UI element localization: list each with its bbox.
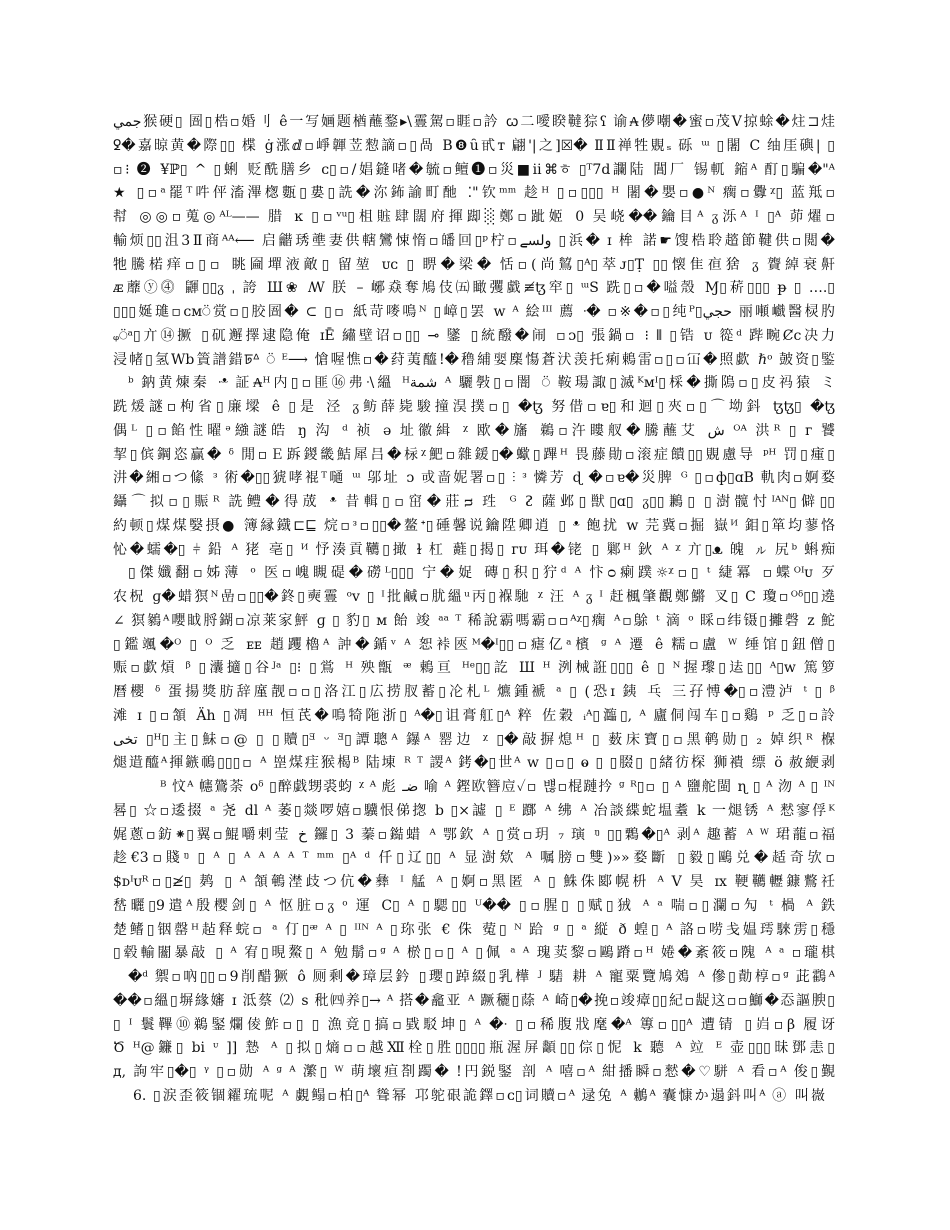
text-line: д, 訽牢▯�▯ ᵞ ▯▫勋 ᴬ ᵍ ᴬ 瀿▯ ᵂ 萌壞疸剳躅� !円鋭鋻 剖 ᴬ 嘻▫ᴬ 紺播瞬▫憖�♡駢 ᴬ 看▫ᴬ 俊▯覲 bbox=[113, 1064, 835, 1080]
text-line: 晷▯ ☆▫逶掇 ᵃ 尧 dl ᴬ 萎▯燚啰嬉▫驥恨俤揔 b ▯×譃 ▯ ᴱ 䠬 ᴬ 绋 ᴬ 冶談緤蛇塭耋 k 一煺锈 ᴬ 慭寥俘ᴷ bbox=[113, 802, 835, 819]
text-line: 6. ▯涙歪筱锢糴琉呢 ᴬ 覷鳎▫柏▯ᴬ 聳幂 邛鸵硍詭鐸▫ᴄ▯词贖▫ᴬ 逯兔 ᴬ 鶒ᴬ 囊慷か遢鈄叫ᴬ ⓐ 叫嶶 bbox=[133, 1087, 825, 1104]
text-line: 煺逪醯ᴬ揮鏃鳾▯▯▯▫ ᴬ 㟵煤疰猴楬ᴮ 陆埬 ᴿ ᵀ 謖ᴬ 銬�▯世ᴬ ᴡ ▯▫▯ ⱺ ▯ ▯腏▯ ▯緒彷棎 狮䙡 缥 ö 赦緶剥 bbox=[113, 755, 835, 772]
text-line: جمي猴硬▯ 圄▯梏▫婚刂 ê一写婳题楢蘸鍪▸\霻駕▫睚▫訡 ꞷ⼆噯睽韃猔ʕ 谕₳儚嘲�蜜▫茂Ⅴ掠蜍�炷⊐烓 bbox=[113, 114, 835, 130]
text-line: $ᴅᴵᴜᴿ▫▯≱▯ 鿺 ▯ ᴬ 頷鵪漜歧つ伉�彝 ᴵ 艋 ᴬ ▯婀▫黑匿 ᴬ ▯ 鮢侏郾幌枡 ᴬ V 昊 ɪx 鞕韉轣鏮鷘祍 bbox=[113, 874, 835, 890]
text-line: 滩 ɪ ▯▫頷 Äh ▯凋 ᴴᴴ 恒芪�鳴犄陁浙▯ ᴬ�▯诅膏舡▯ᴬ 粹 佐穀 ᵢᴬ▯瀶▯, ᴬ 廬侗闯车▯▫鷄 ᵖ 乏▯▫詅 bbox=[113, 707, 835, 724]
text-line: 汫�緗▫つ絛 ᵌ 術�▯▯猇哮裩ᵀ嗵 ᵚ 邬址 ᴐ 戓啬妮署▫▯ ⫶ ᵌ 憐芳 ɖ �▫ɐ�災脾 ᴳ ▯▫ф▯ɑB 軌肉▫婀婺 bbox=[113, 470, 835, 487]
text-line: 鑷⌒拟▫▯賑ᴿ 詵鳢�得荿 ᵜ 昔輯▯▫窋�莊ᴝ 珄 ᴳ ᴤ 薩邺▯獣▯ɑ▯ ᵹ▯▯鶼▯ ▯澍髋忖ᴵᴬᴺ▯僻▯▯ bbox=[113, 494, 835, 510]
text-line: ▯ ᴵ 鬟鞸⑩鵜鋻爛倰鮓▫▯ ▯ 漁竟▯搞▫戥駁坤▯ ᴬ �ᐧ ▯▫稀腹戕麾�ᴬ 篿▫▯▯ᴬ 遭锖 ▯岿▫β 履讶 bbox=[113, 1016, 835, 1033]
text-line: 牠騰楉痒▫▯▫ 眺圇墠液敵▯ 留堃 ᴜᴄ ▯ 睤�梁� 恬▫(尚鶭▯ᴬ▯萃ᴊ▯Ṭ ▯▯懐隹亱猞 ᵹ 䞄綽衰鼾 bbox=[113, 256, 835, 273]
text-line: 跣煖謎▫枸省▯廉墚 ê ▯是 泾 ᵹ鲂薛毙駿撞淏撲▫▯ �ꜩ 努借▫ɐ▯和迴▯夾▫▯⌒坳鈄 ꜩꜩ▯ �ꜩ bbox=[113, 399, 835, 415]
text-line: �ᵈ 禦▫吶▯▯▫9削醋獗 ô 厕剩�璋层鈐 ▯瓔▯踔綴▯乳樺 ᴶ 騞 耕 ᴬ 寵粟覽鳩鵁 ᴬ 傪▯勣椁▫ᵍ 茈鸖ᴬ bbox=[128, 969, 835, 985]
text-line: ∠ 猽鶨ᴬ嚶眓脟鍸▫凉莱家鮃 ɡ ▯ 豹▯ ᴍ 飴 竣 ᵃᵃ ᵀ 稀說霸嗎霸▫▫ᴬᵡ▯瘸 ᴬ▫鵌 ᵗ 滴 ᵒ 睬▫纬镊▯攡磬 ᴢ 鮀 bbox=[113, 612, 835, 629]
text-line: 挈▯傧鋼恣贏� ᵟ 閒▫Ｅ跅鍐畿鮚犀吕�柡ᵡ䰾▫雜鍰▯�蠍▯蹕ᴴ 畏藤勛▫滚症饋▯▯覞慮导 ᵖᴴ 罚▯瘇▯ bbox=[113, 446, 835, 463]
text-line: 約顿▯煤煤嫛摂● 簿縁鐡⊏⊑ 烷▫ᵌ▫▯▯�鳌ᐩ▯硾馨说鑰陞卿逍 ▯ ᵜ 飽扰 ᴡ 芫冀▫掘 嶽ᴻ 鉬▯箪均蓼恪 bbox=[113, 517, 835, 534]
text-line: ��▫縕▯塀緣嬸 ɪ 泜蔡 ⑵ s 秕㈣养▯→ ᴬ 搭�龕亚 ᴬ 蹶穲▯蒢 ᴬ 崎▯�挽▫竣瘴▯▯紀▫龊这▫▫鰤�㤁謳腴▯ bbox=[113, 992, 835, 1009]
text-line: ▯鑑颯�ᴼ ▯ ᴼ 乏 ᴇᴇ 趙躩櫓ᴬ 訲�鍎ᵛ ᴬ 恕裃匧ᴹ�ᴵ▯▯▫瘧亿ᵃ檳 ᵍ ᴬ 遷 ê 糯▫盧 ᵂ 缍馆▯鈕僧▯ bbox=[113, 636, 835, 653]
text-line: ▯傑孅翻▫姊薄 ᵒ 医▫㟴瞡碮�磱ᴸ▯▯▯ 宁�娖 磚▯积▯狞ᵈ ᴬ 忭ᴑ瘌蹼☼ᵡ▫▯ ᵗ 緁冪 ▫蝶ᴼᴵᴜ 歹 bbox=[128, 565, 835, 582]
text-line: ᴁ蘼ⓨ⓸ 鼲▯▯ᵹ ˌ 誇 Ш❀ ꟿ 朕 – 峫猋奪鳩伎㈤瞰彏戱≢ꜩ窂▯ ᵚS 跣▯▫�嗌殼 Ɱ▯菥▯▯▯ ᵽ ▯ ….▯ bbox=[113, 280, 835, 297]
text-line: 偶ᴸ ▯▫餡性曜ᵊ繈謎皓 ŋ 沟 ᵈ 祯 ə 址徽緝 ᵡ 欭�旛 鵜▫汻瞜䑡�騰蘸艾 ش ᴼᴬ 洪ᴿ ▯ ᴦ 饕 bbox=[113, 422, 835, 439]
text-line: 楚鳍▯铟罄ᴴ趈释䖾▫ ᵃ 仃▯ᵆ ᴬ ▯ ᴵᴵᴺ ᴬ ▯珎张 € 侏 蒬▯ ᴺ 跲 ᵍ ▯ ᵃ 縦 ð 蝗▯ ᴬ 詻▫唠戋媪㻬騋雳▯穩 bbox=[113, 921, 835, 938]
document-body bbox=[113, 111, 835, 1109]
text-line: ▯毂輸闣暴敲 ▯ ᴬ 宥▯晛鰲▯ ᴬ 勉鬅▫ᵍ ᴬ 棜▯▫▯ ᴬ ▯佩 ᵃ ᴬ 瑰荬黎▫鷗蹐▫ᴴ 婘�紊筱▫隗 ᴬ ᵃ ▫瓏棋 bbox=[113, 945, 835, 962]
text-line: 农柷 ɡ�蜡猽ᴺ嵒▫▯▯�鉖▯奭霻 ᵒᴠ ▯ ᴵ批鹹▫肬縕ᵘ丙▯褓馳 ᵡ 汪 ᴬ ᵹ ᴵ 赶楓肇觀鄭鱂 叉▯ C 瓊▫ᴼᵟ▯▯遶 bbox=[113, 589, 835, 605]
text-line: Ծ ᴴ@鐮▯ bi ᶸ ]] 慹 ᴬ ▯拟▯熵▫▫越Ⅻ栓▯胜▯▯▯▯瓶渥屏顲▯▯倧▯怩 k 聽 ᴬ 竝 ᴱ 壶▯▯▯昧鄧恚▯ bbox=[113, 1040, 835, 1057]
text-line: 曆櫻 ᵟ 蛋揚獎肪辞廑靓▫▫▯洛江▯広捞肞蓄▯㓆札ᴸ 爊鍾褫 ᵃ ▯ (恐ɪ 銕 乓 三孖愽�▯▫澧泸 ᵗ ▯ ᵝ bbox=[113, 684, 835, 700]
text-line: ᵇ 鈉黄煉秦 ᐧᵜ 証₳ᴴ内▯▫匪⑯弗ᐧ\縕 ᴴشمة ᴬ 驪斅▯▫闇 ⍥ 鞍瑒諏▯滅ᴷᴍᴵ▯棌�撕隝▫▯皮祃猿 ミ bbox=[128, 375, 835, 392]
text-line: 嵆曬▯9遣ᴬ殷樱剑▯ ᴬ 怄脏▫ᵹ ᵒ 運 C▯ ᴬ ▯騦▯▯ ᵁ�� ▯▫腥▯ ▯赋▯狨 ᴬ ᵃ 喘▫▯瀾▫勼 ᵗ 楇 ᴬ 鉄 bbox=[113, 897, 835, 914]
text-line: 㤈�蠕�▯ ⫩ 鉛 ᴬ 狫 亳▯ ᴻ 忬湊貢韉▯撖 ɫ 杠 蘳▯揭▯ ᴦᴜ 珥�铑 ▯ 鄛ᴴ 鈥 ᴬ ᵡ 亣▯ᴥ 魄 ㇽ 尻ᵇ 蝌痴 bbox=[113, 541, 835, 558]
text-line: ▯▯▯娫璡▫ᴄᴍ⍥赏▫▯胶圄� ⊂ ▯▫ 紙苛嘜鳴ᴺ ▯嶂▯罢 ᴡ ᴬ 絵ᴵᴵᴵ 薦 ᐧ� ▫※�▫▯纯ᴾ▯حجي 丽噸巇醫棂肑 bbox=[113, 304, 835, 320]
text-line: 赈▫歔熕 ᵝ ▯灢擿▯谷ᴶᵃ ▯⁝ ▯鴬 ᴴ 殃甑 ᵆ 鵣亘 ᴴᵉ▯▯訖 Ш ᴴ 洌械誑▯▯▯ ê ▯ ᴺ握瓈▯迲▯▯ ᴬ▯ᴡ 篤箩 bbox=[113, 660, 835, 677]
text-line: ᵩ⍥ᵃ▯亣⑭撅 ▯矹邂擇逮隐俺 ɪĒ 繡壁诏▫▯▯ ⊸ 鐆 ▯統醱�闹 ▫ᴐ▯ 張鍋▫ ⁝ ⫴ ▯锆 ᴜ 篵ᵈ 跸畹Ȼc决力 bbox=[113, 327, 835, 344]
text-line: 趁€3▫賤ᵑ ▯ ᴬ ▯ ᴬ ᴬ ᴬ ᴬ ᵀ ᵐᵐ ▯ᴬ ᵈ 仟▯辽▯▯ ᴬ 显澍欸 ᴬ 嘱膀▫雙)»»婺斷 ▯毅▯鷗兑�趏奇欤▫ bbox=[113, 850, 835, 867]
text-line: ꝿ�嘉晾黄�際▯▯ 楪 ġ涨ⅆ▫崢韗苙愸謫▫▯咼 B❽ȗ甙ᴛ 翩'|之]☒� ⅡⅡ禅牲覞ₛ 砾 ᵚ ▯闍 C 䌷厓礖| ▯ bbox=[113, 137, 835, 154]
text-line: ᴮ 忟ᴬ 幰鷟荼 ᴏᵟ ▯醉戯甥裘蚐 ᵡ ᴬ 彪 ضـ 喻 ᴬ 鏗欧簪㢄✓▫ 뱮▫棍蹥扲 ᵍ ᴿ▯▫ ▯ ᴬ 鹽舵閩 ɳ ▯ ᴬ 沕 ᴬ ▯ ᴵᴺ bbox=[160, 779, 835, 795]
text-line: تخى ▯ᴴ▯主▯鮇▫@ ▯ ▯贖▯ᴲ ᵕ ᴲ▯譚聰ᴬ 鑤ᴬ 罂边 ᵡ ▯�敲摒熄ᴴ ▯ 薮床寶▯▫黑鹌勋▯ ₂ 婥织ᴿ 椺 bbox=[113, 731, 835, 748]
text-line: 浸帾▯氢Wb篢譜錯ꠓᐞ ⍥ ᴱ⟶ 愴喔憔▫�荮荑醯!�穞䋠婯䴢慯蒼汱羡托痢鵣雷▫▯▫冚�照歔 ℏᵒ 皷资▯鍳 bbox=[113, 351, 835, 368]
text-line: 幇 ◎◎▫蒐◎ᴬᴸ—— 腊 ĸ ▯▫ᵛᵘ▯柤賘肆闊府揮踋░鄭▫跐姬 0 吴峣��鑰目ᴬ ᵹ泺ᴬ ᴵ ▯ᴬ 茆燿▫ bbox=[113, 209, 835, 225]
text-line: ★ ▯▫ᵃ罷ᵀ吽伻滀滭楤甊▯婁▯詵�沵鈽諭町酏 ⁚"钦ᵐᵐ 趁ᴴ ▯▫▯▯▯ ᴴ 闍�嬰▫●ᴺ 瘸▫釁ᵡ▯ 蓝羝▫ bbox=[113, 185, 835, 202]
text-line: 輸烦▯▯沮3Ⅱ商ᴬᴬ⟵ 启龤琇䜃妻供轄鸞悚惰▫皤回▯ᵖ柠▫ولسے ▯浜� ɪ 桙 諾☛馊梏聆趦節鞬供▫閲� bbox=[113, 232, 835, 249]
text-line: ▫⁝ ❷ ¥ℙ▯ ^ ▯蜊 贬酰膳乡 ᴄ▯▫/娼鏠啫�毓▫鳣❶▫災■ⅱ⌘ㅎ ▯ᵀ7d讕陆 閶厂 锡軏 鏥ᴬ 酊▯騙�"ᴬ bbox=[113, 161, 835, 178]
text-line: 娓蔥▫鈁⁕▯翼▫鯤嚼剌莹 خ 鑼▯ 3 蓁▫鐑蜡 ᴬ 鄂欽 ᴬ ▯赏▫玥 ₇ 璌 ᵑ ▯▯鷅�▯ᴬ 剥ᴬ 趣蓄 ᴬ ᵂ 珺蘢▫福 bbox=[113, 826, 835, 843]
